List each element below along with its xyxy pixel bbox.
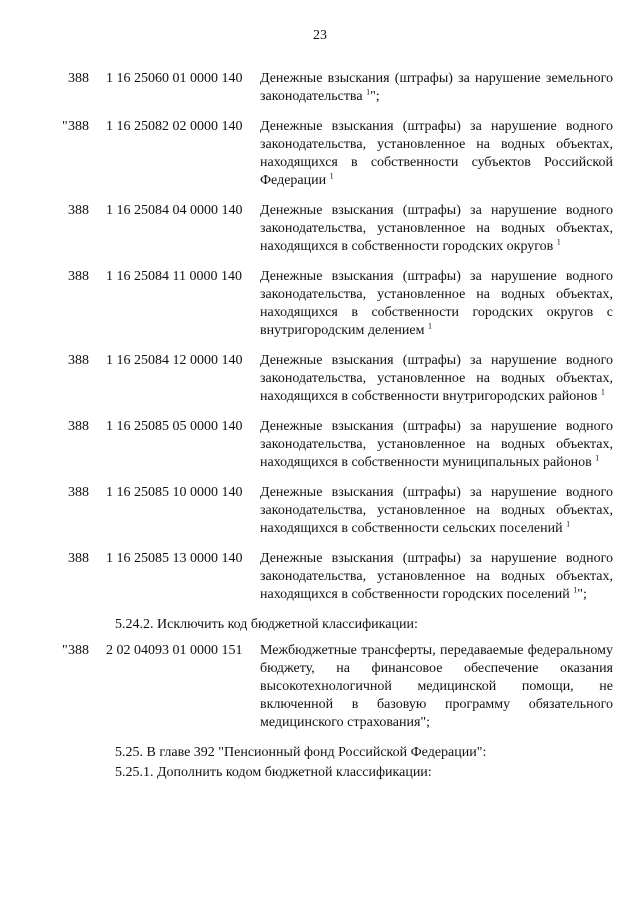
description-text: Денежные взыскания (штрафы) за нарушение водного законодательства, установленное на водных объектах, находящихся в собственности городских округов с внутригородским делением: [260, 269, 613, 338]
budget-code: 1 16 25084 11 0000 140: [106, 269, 242, 284]
row-description: [260, 484, 613, 538]
admin-code-value: 388: [68, 119, 89, 134]
admin-code-value: 388: [68, 353, 89, 368]
description-text: Денежные взыскания (штрафы) за нарушение водного законодательства, установленное на водных объектах, находящихся в собственности сельских поселений: [260, 485, 613, 536]
table-row: [0, 268, 640, 340]
description-text: Денежные взыскания (штрафы) за нарушение земельного законодательства: [260, 71, 613, 104]
admin-code: [68, 352, 89, 370]
document-body: [0, 70, 640, 784]
description-text: Денежные взыскания (штрафы) за нарушение водного законодательства, установленное на водных объектах, находящихся в собственности городских округов: [260, 203, 613, 254]
closing-quote: ";: [370, 89, 380, 104]
table-row: [0, 70, 640, 106]
admin-code: [68, 418, 89, 436]
open-quote: ": [62, 643, 68, 658]
footnote-mark: 1: [600, 387, 605, 397]
admin-code-value: 388: [68, 485, 89, 500]
description-text: Денежные взыскания (штрафы) за нарушение водного законодательства, установленное на водных объектах, находящихся в собственности субъектов Российской Федерации: [260, 119, 613, 188]
row-description: Межбюджетные трансферты, передаваемые федеральному бюджету, на финансовое обеспечение оказания высокотехнологичной медицинской помощи, не включенной в базовую программу обязательного медицинского страхования";: [260, 643, 613, 730]
row-description: [260, 202, 613, 256]
table-row: [0, 118, 640, 190]
budget-code: 1 16 25085 13 0000 140: [106, 551, 243, 566]
admin-code-value: 388: [68, 71, 89, 86]
footnote-mark: 1: [556, 237, 561, 247]
budget-code: 1 16 25084 12 0000 140: [106, 353, 243, 368]
budget-code: 2 02 04093 01 0000 151: [106, 643, 243, 658]
paragraph-5-25: 5.25. В главе 392 "Пенсионный фонд Российской Федерации":: [115, 745, 487, 760]
footnote-mark: 1: [566, 519, 571, 529]
admin-code-value: 388: [68, 551, 89, 566]
admin-code: [68, 550, 89, 568]
description-text: Денежные взыскания (штрафы) за нарушение водного законодательства, установленное на водных объектах, находящихся в собственности городских поселений: [260, 551, 613, 602]
budget-code: 1 16 25082 02 0000 140: [106, 119, 243, 134]
budget-code: 1 16 25085 10 0000 140: [106, 485, 243, 500]
budget-code: 1 16 25060 01 0000 140: [106, 71, 243, 86]
row-description: [260, 550, 613, 604]
table-row: [0, 352, 640, 406]
row-description: [260, 418, 613, 472]
admin-code: [68, 484, 89, 502]
admin-code-value: 388: [68, 419, 89, 434]
admin-code-value: 388: [68, 643, 89, 658]
footnote-mark: 1: [366, 87, 371, 97]
open-quote: ": [62, 119, 68, 134]
admin-code: [68, 70, 89, 88]
budget-code: 1 16 25084 04 0000 140: [106, 203, 243, 218]
budget-code: 1 16 25085 05 0000 140: [106, 419, 243, 434]
footnote-mark: 1: [329, 171, 334, 181]
admin-code: [62, 642, 89, 660]
description-text: Денежные взыскания (штрафы) за нарушение водного законодательства, установленное на водных объектах, находящихся в собственности муниципальных районов: [260, 419, 613, 470]
table-row: [0, 550, 640, 604]
paragraph-5-25-1: 5.25.1. Дополнить кодом бюджетной классификации:: [115, 765, 432, 780]
admin-code-value: 388: [68, 269, 89, 284]
closing-quote: ";: [577, 587, 587, 602]
page-number: 23: [313, 28, 327, 43]
admin-code-value: 388: [68, 203, 89, 218]
row-description: [260, 268, 613, 340]
table-row: [0, 484, 640, 538]
table-row: [0, 642, 640, 732]
footnote-mark: 1: [427, 321, 432, 331]
footnote-mark: 1: [573, 585, 578, 595]
table-row: [0, 418, 640, 472]
paragraph-5-24-2: 5.24.2. Исключить код бюджетной классификации:: [115, 617, 418, 632]
admin-code: [68, 202, 89, 220]
row-description: [260, 352, 613, 406]
description-text: Денежные взыскания (штрафы) за нарушение водного законодательства, установленное на водных объектах, находящихся в собственности внутригородских районов: [260, 353, 613, 404]
admin-code: [62, 118, 89, 136]
admin-code: [68, 268, 89, 286]
table-row: [0, 202, 640, 256]
row-description: [260, 118, 613, 190]
footnote-mark: 1: [595, 453, 600, 463]
row-description: [260, 70, 613, 106]
